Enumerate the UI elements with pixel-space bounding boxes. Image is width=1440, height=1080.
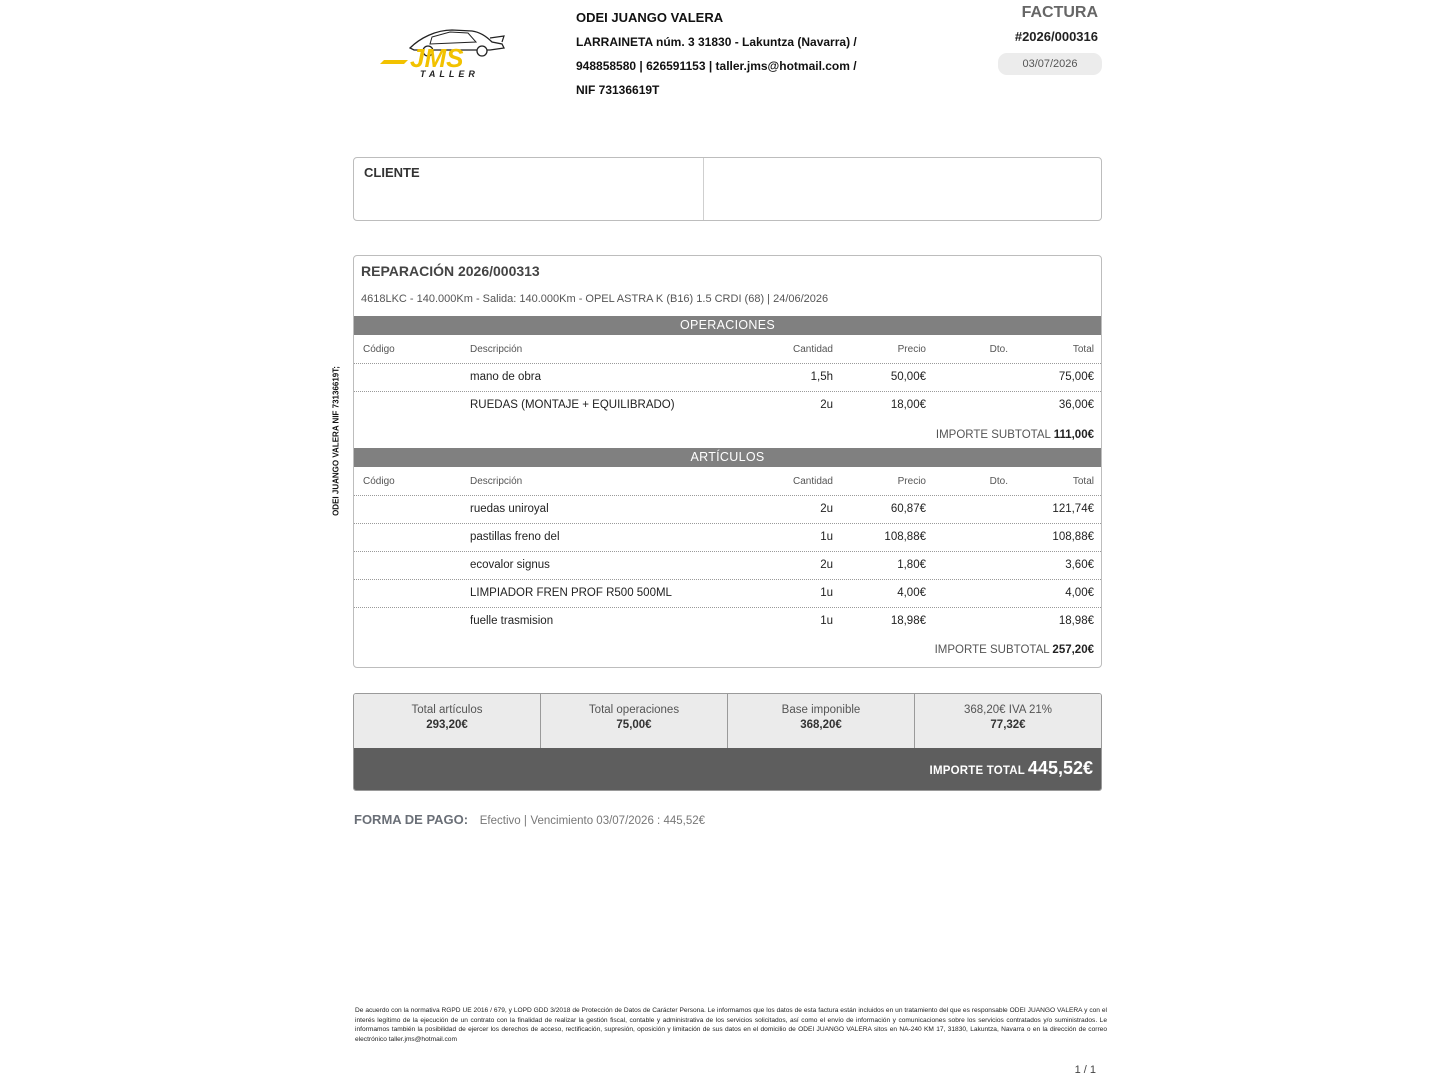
client-box bbox=[353, 157, 1102, 221]
logo-wordmark: JMS bbox=[410, 43, 464, 73]
repair-vehicle-info: 4618LKC - 140.000Km - Salida: 140.000Km - OPEL ASTRA K (B16) 1.5 CRDI (68) | 24/06/2026 bbox=[361, 293, 829, 305]
articles-subtotal-value: 257,20€ bbox=[1052, 644, 1094, 656]
table-row bbox=[354, 580, 1101, 608]
cell-description: RUEDAS (MONTAJE + EQUILIBRADO) bbox=[470, 399, 675, 411]
col-price: Precio bbox=[897, 344, 926, 355]
grand-total-bar bbox=[354, 748, 1101, 790]
payment-due: Vencimiento 03/07/2026 : 445,52€ bbox=[530, 815, 706, 827]
total-operations bbox=[541, 694, 727, 748]
grand-total-label: IMPORTE TOTAL bbox=[929, 765, 1025, 777]
cell-quantity: 1,5h bbox=[810, 371, 833, 383]
logo-subtext: TALLER bbox=[420, 69, 479, 79]
total-articles bbox=[354, 694, 540, 748]
cell-description: ecovalor signus bbox=[470, 559, 550, 571]
operations-section-header: OPERACIONES bbox=[354, 316, 1101, 335]
invoice-date: 03/07/2026 bbox=[998, 53, 1102, 75]
table-row bbox=[354, 392, 1101, 419]
cell-price: 60,87€ bbox=[890, 503, 926, 515]
cell-quantity: 2u bbox=[820, 399, 833, 411]
col-description: Descripción bbox=[470, 344, 523, 355]
cell-total: 3,60€ bbox=[1065, 559, 1094, 571]
cell-price: 108,88€ bbox=[884, 531, 926, 543]
col-discount: Dto. bbox=[989, 344, 1008, 355]
total-articles-label: Total artículos bbox=[411, 704, 483, 716]
total-articles-value: 293,20€ bbox=[426, 719, 468, 731]
table-row bbox=[354, 524, 1101, 552]
operations-subtotal-value: 111,00€ bbox=[1053, 429, 1094, 441]
payment-method-value: Efectivo | bbox=[479, 815, 527, 827]
cell-quantity: 2u bbox=[820, 559, 833, 571]
payment-label: FORMA DE PAGO: bbox=[354, 812, 469, 827]
company-name: ODEI JUANGO VALERA bbox=[576, 10, 724, 25]
totals-box bbox=[353, 693, 1102, 791]
tax-base-value: 368,20€ bbox=[800, 719, 842, 731]
col-quantity: Cantidad bbox=[792, 476, 833, 487]
cell-description: fuelle trasmision bbox=[470, 615, 554, 627]
col-total: Total bbox=[1072, 476, 1094, 487]
company-contact: 948858580 | 626591153 | taller.jms@hotmail.com / bbox=[576, 59, 857, 73]
car-logo-icon bbox=[380, 24, 508, 86]
cell-price: 1,80€ bbox=[897, 559, 926, 571]
cell-description: ruedas uniroyal bbox=[470, 503, 549, 515]
tax-base bbox=[728, 694, 914, 748]
cell-quantity: 1u bbox=[820, 615, 833, 627]
cell-description: LIMPIADOR FREN PROF R500 500ML bbox=[470, 587, 672, 599]
articles-column-headers bbox=[354, 468, 1101, 496]
client-divider bbox=[703, 158, 704, 220]
cell-price: 18,00€ bbox=[890, 399, 926, 411]
cell-total: 18,98€ bbox=[1058, 615, 1094, 627]
cell-total: 75,00€ bbox=[1058, 371, 1094, 383]
cell-total: 36,00€ bbox=[1058, 399, 1094, 411]
side-vertical-text: ODEI JUANGO VALERA NIF 73136619T; bbox=[331, 366, 341, 516]
cell-quantity: 2u bbox=[820, 503, 833, 515]
col-total: Total bbox=[1072, 344, 1094, 355]
vat-value: 77,32€ bbox=[990, 719, 1026, 731]
company-info bbox=[576, 6, 896, 102]
col-discount: Dto. bbox=[989, 476, 1008, 487]
company-address: LARRAINETA núm. 3 31830 - Lakuntza (Navarra) / bbox=[576, 35, 857, 49]
company-logo bbox=[380, 24, 508, 86]
articles-subtotal bbox=[935, 644, 1094, 656]
operations-subtotal bbox=[936, 429, 1094, 441]
table-row bbox=[354, 364, 1101, 392]
cell-price: 50,00€ bbox=[890, 371, 926, 383]
total-operations-label: Total operaciones bbox=[588, 704, 680, 716]
cell-total: 121,74€ bbox=[1052, 503, 1094, 515]
invoice-title: FACTURA bbox=[1021, 4, 1098, 21]
cell-total: 4,00€ bbox=[1065, 587, 1094, 599]
cell-description: mano de obra bbox=[470, 371, 541, 383]
cell-quantity: 1u bbox=[820, 587, 833, 599]
articles-subtotal-label: IMPORTE SUBTOTAL bbox=[934, 644, 1050, 656]
col-quantity: Cantidad bbox=[792, 344, 833, 355]
company-nif: NIF 73136619T bbox=[576, 83, 660, 97]
page-counter: 1 / 1 bbox=[1074, 1064, 1096, 1076]
col-code: Código bbox=[363, 344, 395, 355]
col-code: Código bbox=[363, 476, 395, 487]
cell-quantity: 1u bbox=[820, 531, 833, 543]
table-row bbox=[354, 608, 1101, 635]
col-description: Descripción bbox=[470, 476, 523, 487]
vat-amount bbox=[915, 694, 1101, 748]
operations-column-headers bbox=[354, 336, 1101, 364]
tax-base-label: Base imponible bbox=[781, 704, 861, 716]
repair-box bbox=[353, 255, 1102, 668]
table-row bbox=[354, 552, 1101, 580]
table-row bbox=[354, 496, 1101, 524]
grand-total-value: 445,52€ bbox=[1027, 758, 1093, 778]
total-operations-value: 75,00€ bbox=[616, 719, 652, 731]
payment-method bbox=[354, 812, 705, 827]
articles-section-header: ARTÍCULOS bbox=[354, 448, 1101, 467]
repair-title: REPARACIÓN 2026/000313 bbox=[361, 263, 540, 279]
cell-description: pastillas freno del bbox=[470, 531, 560, 543]
cell-price: 4,00€ bbox=[897, 587, 926, 599]
col-price: Precio bbox=[897, 476, 926, 487]
invoice-number: #2026/000316 bbox=[1014, 29, 1098, 44]
legal-notice: De acuerdo con la normativa RGPD UE 2016 / 679, y LOPD GDD 3/2018 de Protección de Datos de Carácter Persona. Le informamos que los datos de esta factura están incluidos en un tratamiento del que es responsable ODEI JUANGO VALERA y con el interés legítimo de la ejecución de un contrato con la finalidad de realizar la gestión fiscal, contable y administrativa de los servicios solicitados, así como el envío de información y comunicaciones sobre los servicios contratados y/o suministrados. Le informamos también la posibilidad de ejercer los derechos de acceso, rectificación, supresión, oposición y limitación de sus datos en el domicilio de ODEI JUANGO VALERA sitos en NA-240 KM 17, 31830, Lakuntza, Navarra o en la dirección de correo electrónico taller.jms@hotmail.com bbox=[355, 1007, 1107, 1043]
cell-total: 108,88€ bbox=[1052, 531, 1094, 543]
cell-price: 18,98€ bbox=[890, 615, 926, 627]
vat-label: 368,20€ IVA 21% bbox=[963, 704, 1053, 716]
client-label: CLIENTE bbox=[364, 165, 420, 180]
operations-subtotal-label: IMPORTE SUBTOTAL bbox=[935, 429, 1051, 441]
